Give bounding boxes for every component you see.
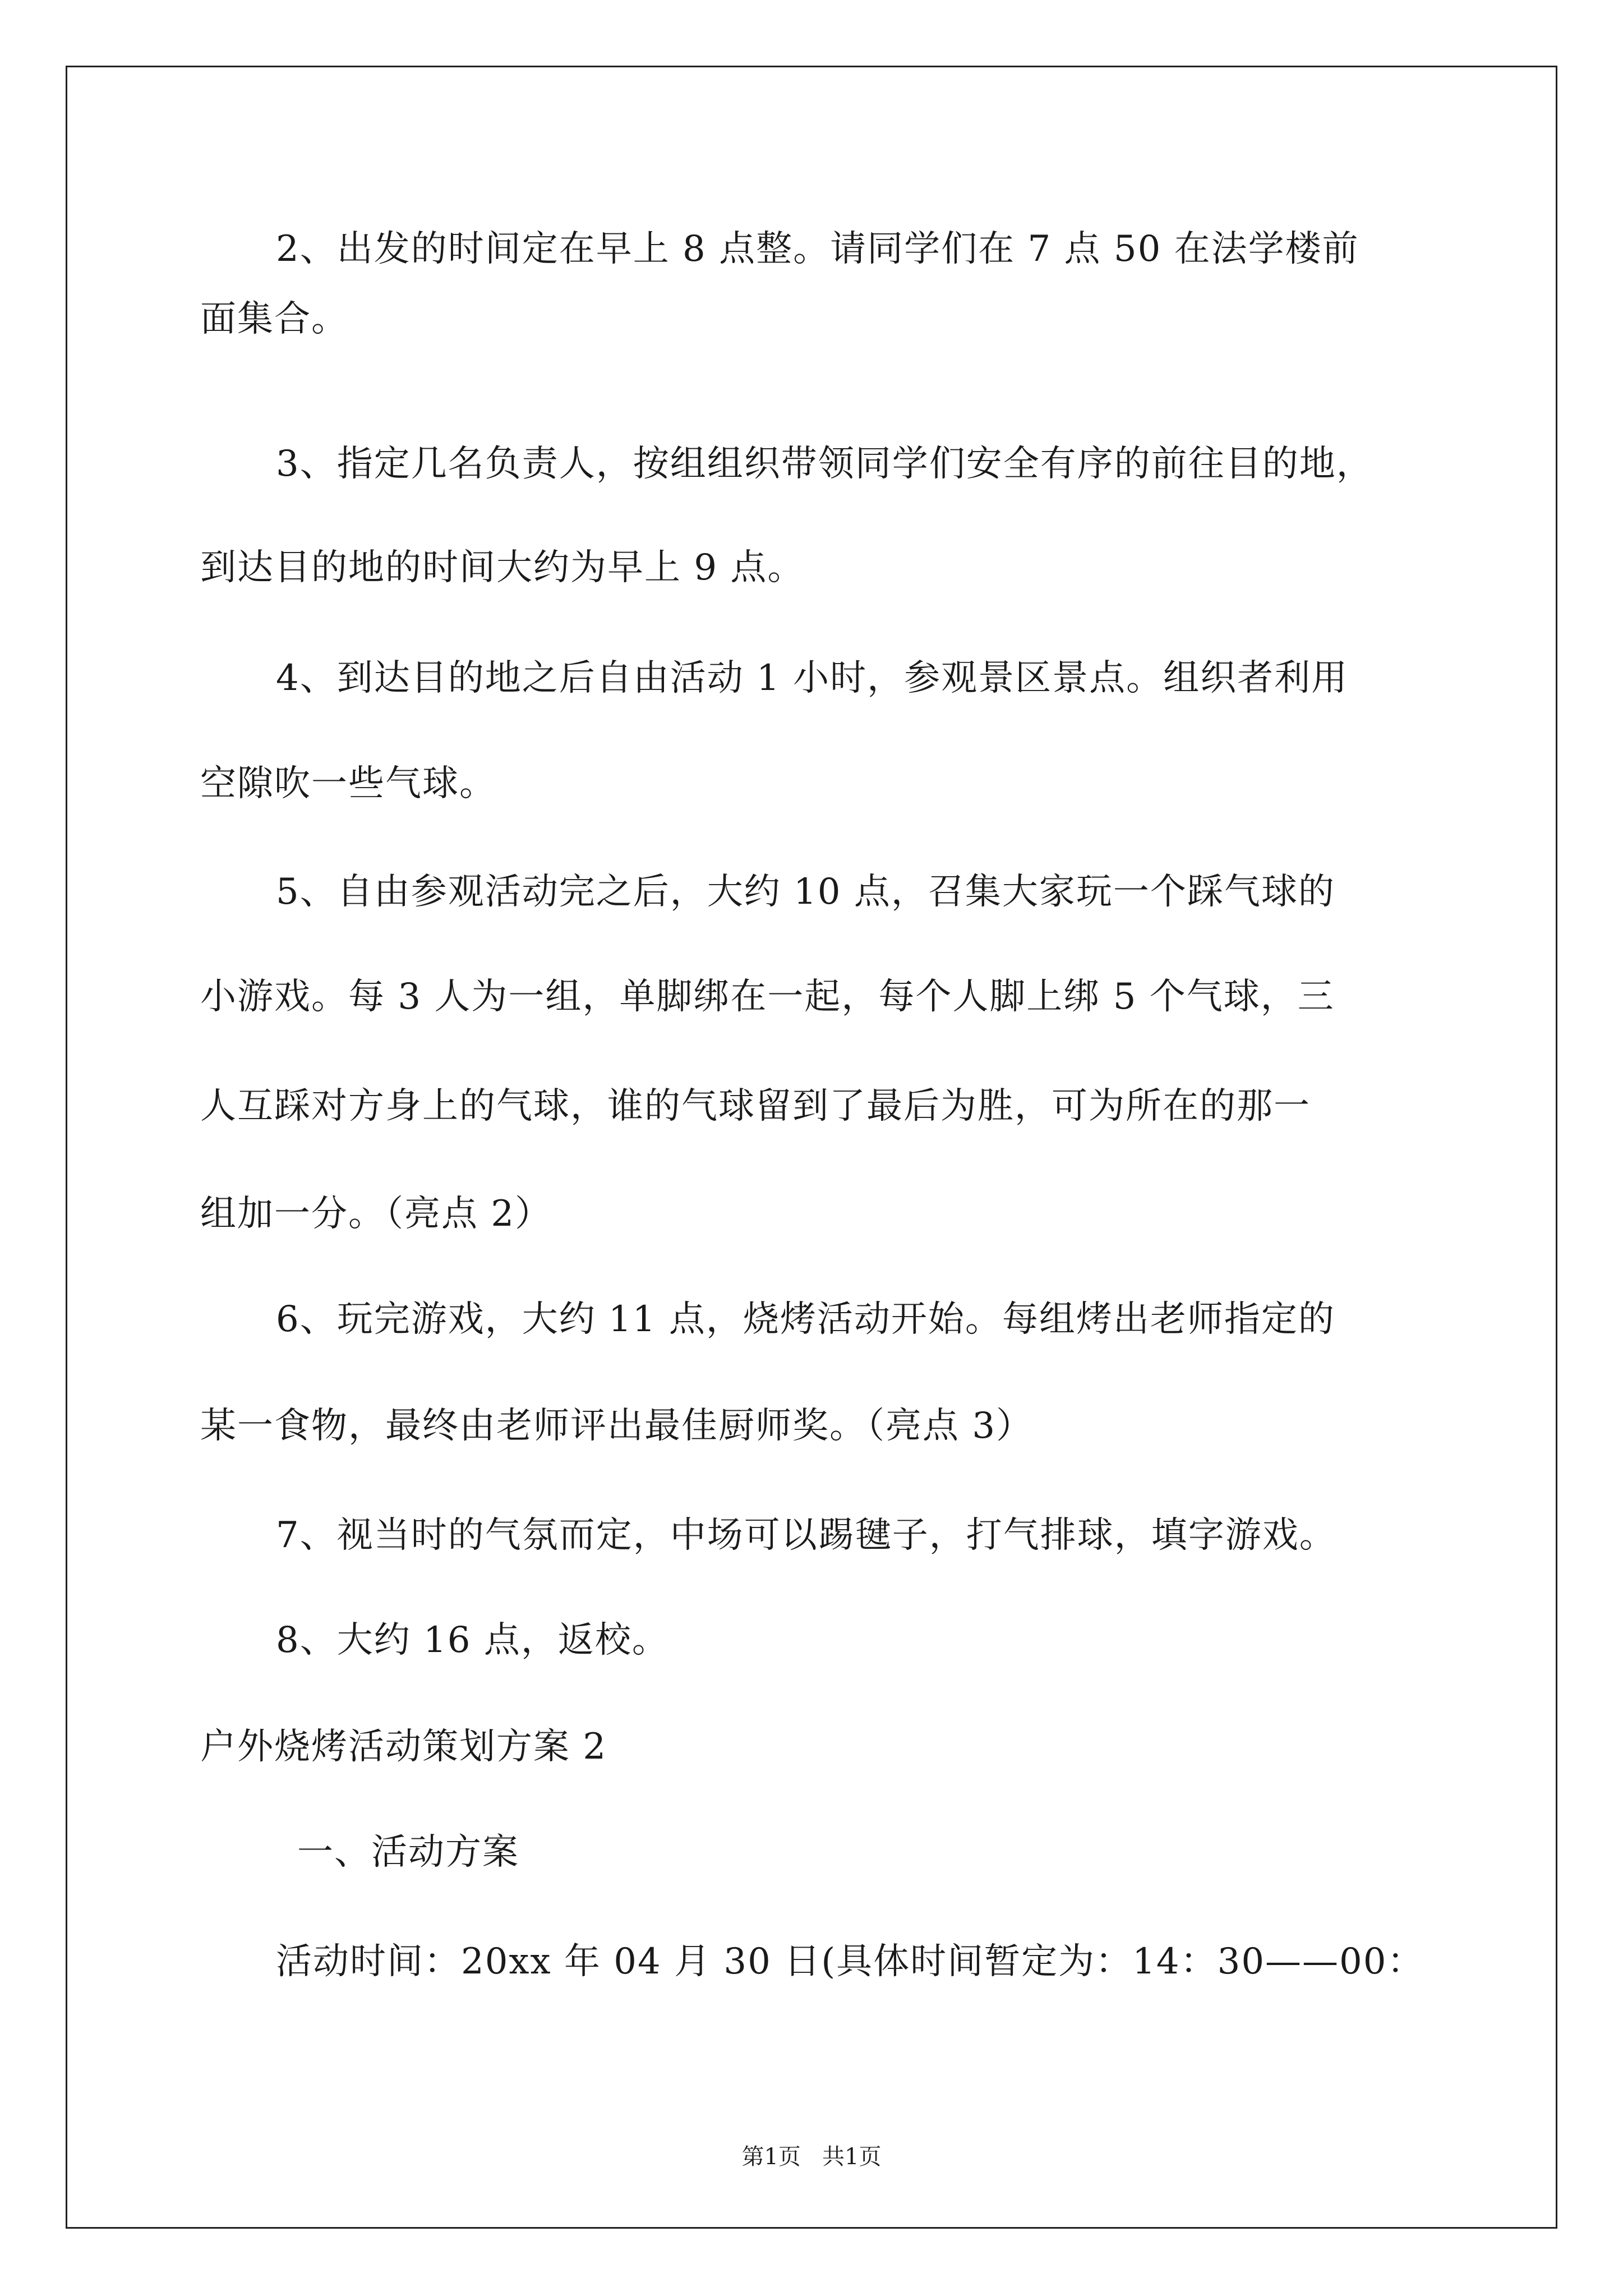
paragraph-5-line-2: 小游戏。每 3 人为一组，单脚绑在一起，每个人脚上绑 5 个气球，三 [200, 976, 1335, 1018]
paragraph-4-line-2: 空隙吹一些气球。 [200, 763, 496, 804]
page-border [66, 66, 1557, 2229]
paragraph-3-line-1: 3、指定几名负责人，按组组织带领同学们安全有序的前往目的地， [276, 443, 1373, 485]
paragraph-2-line-1: 2、出发的时间定在早上 8 点整。请同学们在 7 点 50 在法学楼前 [276, 228, 1359, 270]
paragraph-5-line-3: 人互踩对方身上的气球，谁的气球留到了最后为胜，可为所在的那一 [200, 1085, 1311, 1127]
paragraph-5-line-4: 组加一分。（亮点 2） [200, 1193, 552, 1235]
section-title: 户外烧烤活动策划方案 2 [200, 1726, 607, 1768]
paragraph-7: 7、视当时的气氛而定，中场可以踢毽子，打气排球，填字游戏。 [276, 1515, 1336, 1556]
subsection-heading: 一、活动方案 [297, 1832, 519, 1873]
paragraph-8: 8、大约 16 点，返校。 [276, 1619, 669, 1661]
paragraph-2-line-2: 面集合。 [200, 298, 348, 340]
paragraph-6-line-1: 6、玩完游戏，大约 11 点，烧烤活动开始。每组烤出老师指定的 [276, 1299, 1335, 1340]
paragraph-3-line-2: 到达目的地的时间大约为早上 9 点。 [200, 547, 805, 588]
paragraph-4-line-1: 4、到达目的地之后自由活动 1 小时，参观景区景点。组织者利用 [276, 657, 1349, 699]
activity-time-line: 活动时间：20xx 年 04 月 30 日(具体时间暂定为：14：30——00： [276, 1941, 1424, 1982]
paragraph-6-line-2: 某一食物，最终由老师评出最佳厨师奖。（亮点 3） [200, 1405, 1034, 1447]
page-footer: 第1页 共1页 [741, 2144, 882, 2170]
paragraph-5-line-1: 5、自由参观活动完之后，大约 10 点，召集大家玩一个踩气球的 [276, 871, 1335, 913]
